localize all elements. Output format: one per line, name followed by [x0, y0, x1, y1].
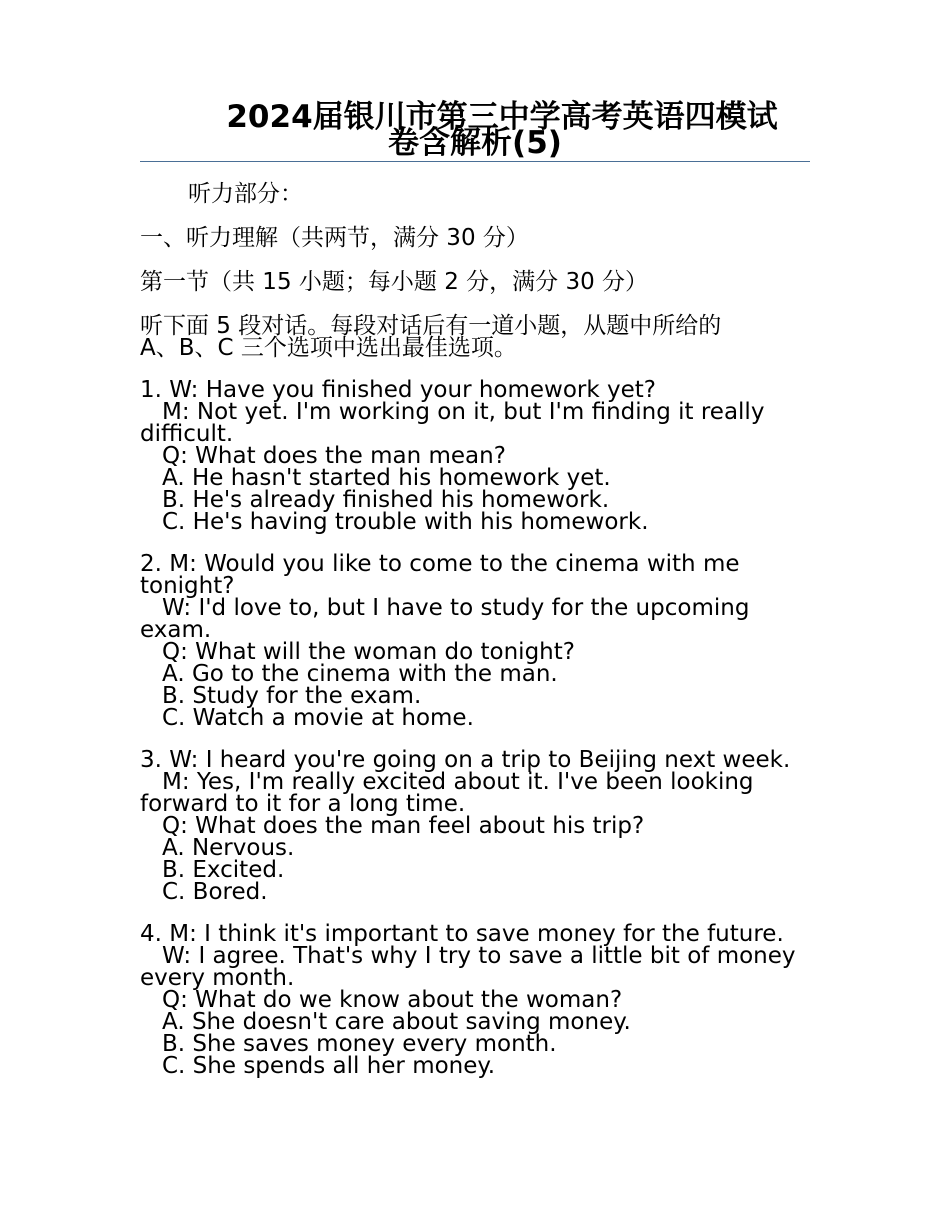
title-line-2: 卷含解析(5) — [388, 125, 562, 161]
title-line-1: 2024届银川市第三中学高考英语四模试 — [226, 99, 778, 135]
instructions-line: A、B、C 三个选项中选出最佳选项。 — [140, 335, 517, 361]
question-line: 1. W: Have you finished your homework yet? — [140, 377, 657, 403]
option-c: C. Watch a movie at home. — [162, 705, 474, 731]
option-a: A. She doesn't care about saving money. — [162, 1009, 631, 1035]
option-a: A. He hasn't started his homework yet. — [162, 465, 611, 491]
option-a: A. Nervous. — [162, 835, 295, 861]
option-b: B. She saves money every month. — [162, 1031, 557, 1057]
instructions-line: 听下面 5 段对话。每段对话后有一道小题，从题中所给的 — [140, 313, 722, 339]
section-heading: 第一节（共 15 小题；每小题 2 分，满分 30 分） — [140, 269, 649, 295]
option-c: C. She spends all her money. — [162, 1053, 496, 1079]
question-line: M: Not yet. I'm working on it, but I'm finding it really — [162, 399, 765, 425]
question-line: Q: What do we know about the woman? — [162, 987, 623, 1013]
part-heading: 一、听力理解（共两节，满分 30 分） — [140, 225, 529, 251]
question-line: every month. — [140, 965, 295, 991]
question-line: 2. M: Would you like to come to the cinema with me — [140, 551, 740, 577]
question-3 — [140, 749, 820, 903]
option-c: C. Bored. — [162, 879, 268, 905]
title-underline — [140, 161, 810, 162]
question-line: Q: What does the man feel about his trip? — [162, 813, 645, 839]
question-line: Q: What will the woman do tonight? — [162, 639, 575, 665]
question-line: Q: What does the man mean? — [162, 443, 506, 469]
option-b: B. He's already finished his homework. — [162, 487, 610, 513]
question-line: 3. W: I heard you're going on a trip to Beijing next week. — [140, 747, 791, 773]
question-line: difficult. — [140, 421, 234, 447]
option-a: A. Go to the cinema with the man. — [162, 661, 558, 687]
instructions — [140, 315, 820, 359]
question-1 — [140, 379, 820, 533]
question-line: W: I agree. That's why I try to save a little bit of money — [162, 943, 796, 969]
question-line: tonight? — [140, 573, 235, 599]
question-2 — [140, 553, 820, 729]
question-4 — [140, 923, 820, 1077]
option-b: B. Study for the exam. — [162, 683, 422, 709]
question-line: M: Yes, I'm really excited about it. I've been looking — [162, 769, 754, 795]
option-b: B. Excited. — [162, 857, 285, 883]
option-c: C. He's having trouble with his homework. — [162, 509, 649, 535]
question-line: exam. — [140, 617, 212, 643]
question-line: forward to it for a long time. — [140, 791, 466, 817]
document-title — [140, 99, 810, 161]
question-line: W: I'd love to, but I have to study for the upcoming — [162, 595, 750, 621]
section-label: 听力部分： — [188, 181, 303, 207]
question-line: 4. M: I think it's important to save money for the future. — [140, 921, 784, 947]
